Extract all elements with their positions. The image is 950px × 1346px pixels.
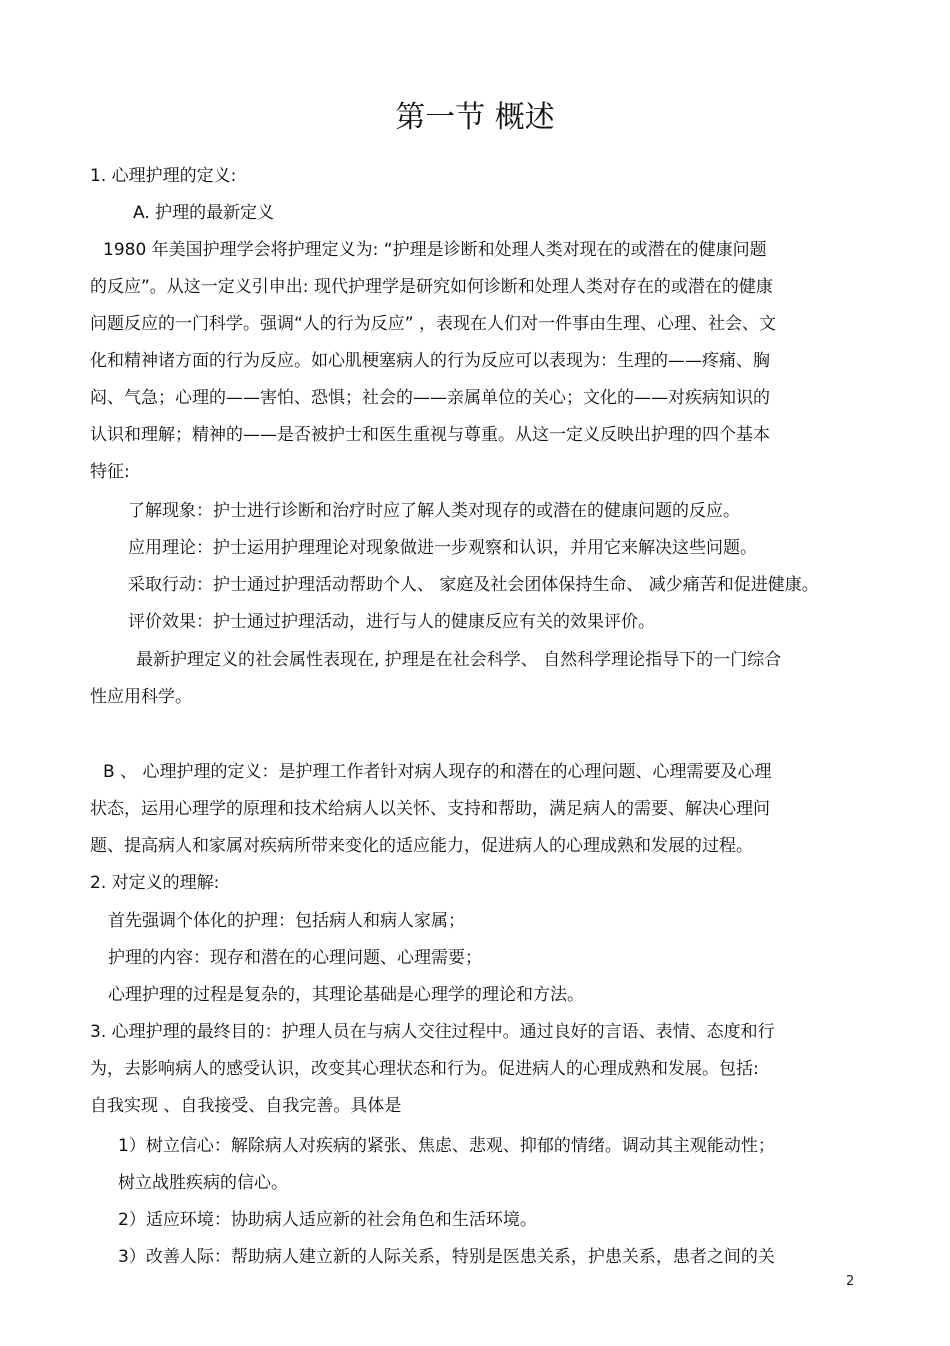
text-line-feature: 应用理论：护士运用护理理论对现象做进一步观察和认识，并用它来解决这些问题。 [128, 538, 757, 558]
text-line: 心理护理的过程是复杂的，其理论基础是心理学的理论和方法。 [108, 985, 584, 1005]
page-title: 第一节 概述 [395, 100, 555, 135]
text-line: 1980 年美国护理学会将护理定义为: “护理是诊断和处理人类对现在的或潜在的健康问题 [103, 240, 767, 260]
list-item: 3）改善人际：帮助病人建立新的人际关系，特别是医患关系，护患关系，患者之间的关 [118, 1247, 775, 1267]
text-line-feature: 了解现象：护士进行诊断和治疗时应了解人类对现存的或潜在的健康问题的反应。 [128, 501, 740, 521]
text-line: 化和精神诸方面的行为反应。如心肌梗塞病人的行为反应可以表现为：生理的——疼痛、胸 [90, 351, 770, 371]
text-line: 特征: [90, 462, 130, 482]
text-line: 问题反应的一门科学。强调“人的行为反应” ，表现在人们对一件事由生理、心理、社会、文 [90, 314, 777, 334]
page-number: 2 [846, 1274, 855, 1289]
text-line: 为，去影响病人的感受认识，改变其心理状态和行为。促进病人的心理成熟和发展。包括: [90, 1059, 759, 1079]
text-line: 闷、气急；心理的——害怕、恐惧；社会的——亲属单位的关心；文化的——对疾病知识的 [90, 388, 770, 408]
text-line-section-2: 2. 对定义的理解: [90, 873, 220, 893]
text-line: 护理的内容：现存和潜在的心理问题、心理需要； [108, 948, 482, 968]
list-item: 2）适应环境：协助病人适应新的社会角色和生活环境。 [118, 1210, 537, 1230]
text-line: 首先强调个体化的护理：包括病人和病人家属； [108, 911, 465, 931]
text-line-subheading-b: B 、 心理护理的定义：是护理工作者针对病人现存的和潜在的心理问题、心理需要及心理 [103, 762, 772, 782]
text-line: 自我实现 、自我接受、自我完善。具体是 [90, 1096, 402, 1116]
text-line-subheading-a: A. 护理的最新定义 [133, 203, 275, 223]
text-line: 状态，运用心理学的原理和技术给病人以关怀、支持和帮助，满足病人的需要、解决心理问 [90, 799, 770, 819]
text-line: 认识和理解；精神的——是否被护士和医生重视与尊重。从这一定义反映出护理的四个基本 [90, 425, 770, 445]
text-line: 性应用科学。 [90, 687, 192, 707]
text-line-feature: 采取行动：护士通过护理活动帮助个人、 家庭及社会团体保持生命、 减少痛苦和促进健康。 [128, 575, 819, 595]
list-item: 1）树立信心：解除病人对疾病的紧张、焦虑、悲观、抑郁的情绪。调动其主观能动性； [118, 1136, 775, 1156]
text-line-section-3: 3. 心理护理的最终目的：护理人员在与病人交往过程中。通过良好的言语、表情、态度和行 [90, 1022, 775, 1042]
list-item-continuation: 树立战胜疾病的信心。 [118, 1173, 288, 1193]
text-line-feature: 评价效果：护士通过护理活动，进行与人的健康反应有关的效果评价。 [128, 612, 655, 632]
text-line: 题、提高病人和家属对疾病所带来变化的适应能力，促进病人的心理成熟和发展的过程。 [90, 836, 753, 856]
text-line: 最新护理定义的社会属性表现在, 护理是在社会科学、 自然科学理论指导下的一门综合 [136, 650, 782, 670]
text-line: 的反应”。从这一定义引申出: 现代护理学是研究如何诊断和处理人类对存在的或潜在的健康 [90, 277, 773, 297]
text-line-def-heading: 1. 心理护理的定义: [90, 166, 237, 186]
